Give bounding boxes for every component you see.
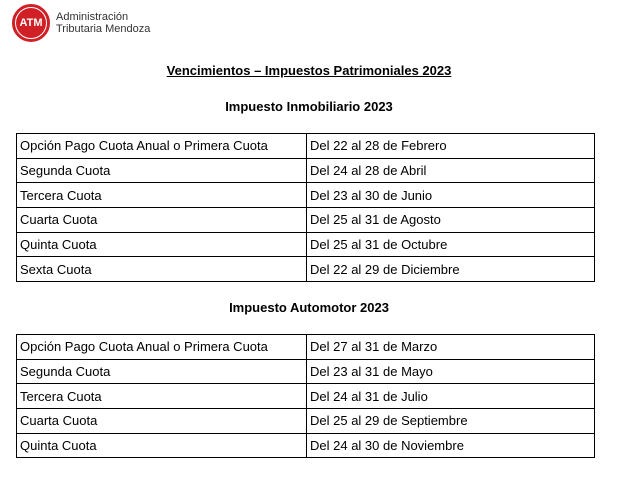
cuota-cell: Cuarta Cuota xyxy=(17,409,307,434)
fecha-cell: Del 24 al 31 de Julio xyxy=(307,384,595,409)
table-row xyxy=(17,359,595,384)
table-row xyxy=(17,433,595,458)
logo-line-2: Tributaria Mendoza xyxy=(56,23,151,35)
atm-logo xyxy=(12,4,150,42)
table-row xyxy=(17,335,595,360)
table-row xyxy=(17,409,595,434)
cuota-cell: Segunda Cuota xyxy=(17,158,307,183)
table-row xyxy=(17,257,595,282)
atm-logo-text xyxy=(56,11,150,35)
schedule-table-inmobiliario xyxy=(16,133,595,282)
table-row xyxy=(17,183,595,208)
cuota-cell: Cuarta Cuota xyxy=(17,208,307,233)
fecha-cell: Del 22 al 29 de Diciembre xyxy=(307,257,595,282)
table-row xyxy=(17,208,595,233)
fecha-cell: Del 27 al 31 de Marzo xyxy=(307,335,595,360)
cuota-cell: Opción Pago Cuota Anual o Primera Cuota xyxy=(17,335,307,360)
cuota-cell: Sexta Cuota xyxy=(17,257,307,282)
cuota-cell: Tercera Cuota xyxy=(17,183,307,208)
table-row xyxy=(17,232,595,257)
fecha-cell: Del 24 al 30 de Noviembre xyxy=(307,433,595,458)
atm-logo-mark-text: ATM xyxy=(16,8,46,38)
fecha-cell: Del 25 al 31 de Agosto xyxy=(307,208,595,233)
section-heading-automotor: Impuesto Automotor 2023 xyxy=(229,300,389,315)
table-row xyxy=(17,384,595,409)
fecha-cell: Del 24 al 28 de Abril xyxy=(307,158,595,183)
fecha-cell: Del 23 al 31 de Mayo xyxy=(307,359,595,384)
cuota-cell: Quinta Cuota xyxy=(17,433,307,458)
fecha-cell: Del 25 al 29 de Septiembre xyxy=(307,409,595,434)
section-heading-inmobiliario: Impuesto Inmobiliario 2023 xyxy=(225,99,393,114)
schedule-table-automotor xyxy=(16,334,595,458)
atm-logo-mark xyxy=(12,4,50,42)
fecha-cell: Del 22 al 28 de Febrero xyxy=(307,134,595,159)
cuota-cell: Segunda Cuota xyxy=(17,359,307,384)
cuota-cell: Tercera Cuota xyxy=(17,384,307,409)
logo-line-1: Administración xyxy=(56,11,129,23)
document-title: Vencimientos – Impuestos Patrimoniales 2023 xyxy=(166,63,452,78)
table-row xyxy=(17,134,595,159)
fecha-cell: Del 25 al 31 de Octubre xyxy=(307,232,595,257)
fecha-cell: Del 23 al 30 de Junio xyxy=(307,183,595,208)
cuota-cell: Quinta Cuota xyxy=(17,232,307,257)
table-row xyxy=(17,158,595,183)
cuota-cell: Opción Pago Cuota Anual o Primera Cuota xyxy=(17,134,307,159)
